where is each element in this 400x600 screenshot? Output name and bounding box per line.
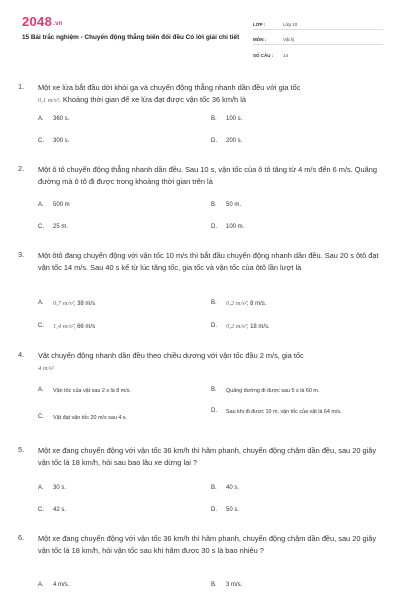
question-4 [18, 350, 384, 430]
question-text: Một xe lửa bắt đầu dời khỏi ga và chuyển động thẳng nhanh dần đều với gia tốc 0,1 m/s². Khoảng thời gian để xe lửa đạt được vận tốc 36 km/h là [38, 83, 301, 104]
option-b[interactable]: B. 40 s. [211, 485, 240, 491]
option-b[interactable]: B. 0,2 m/s²; 8 m/s. [211, 300, 267, 307]
option-a[interactable]: A. 360 s. [38, 116, 70, 122]
option-a[interactable]: A. 0,7 m/s²; 38 m/s [38, 300, 96, 307]
question-number: 2. [18, 164, 25, 173]
option-c[interactable]: C. 1,4 m/s²; 66 m/s [38, 323, 96, 330]
question-text: Vật chuyển động nhanh dần đều theo chiều dương với vận tốc đầu 2 m/s, gia tốc 4 m/s² [38, 351, 304, 372]
question-text: Một ô tô chuyển động thẳng nhanh dần đều. Sau 10 s, vận tốc của ô tô tăng từ 4 m/s đến 6 m/s. Quãng đường mà ô tô đi được trong khoảng thời gian trên là [38, 165, 377, 186]
meta-question-count: SỐ CÂU : 14 [253, 53, 289, 58]
option-c[interactable]: C. Vật đạt vận tốc 20 m/s sau 4 s. [38, 414, 128, 421]
option-d[interactable]: D. 50 s. [211, 507, 240, 513]
option-b[interactable]: B. 50 m. [211, 202, 242, 208]
question-6 [18, 533, 384, 597]
option-c[interactable]: C. 42 s. [38, 507, 67, 513]
question-number: 6. [18, 533, 25, 542]
option-d[interactable]: D. 200 s. [211, 138, 243, 144]
option-d[interactable]: D. 100 m. [211, 224, 245, 230]
question-text: Một ôtô đang chuyển động với vận tốc 10 m/s thì bắt đầu chuyển động nhanh dần đều. Sau 20 s ôtô đạt vận tốc 14 m/s. Sau 40 s kể từ lúc tăng tốc, gia tốc và vận tốc của ôtô lần lượt là [38, 251, 379, 272]
math-formula: 4 m/s² [38, 364, 54, 372]
option-a[interactable]: A. 4 m/s. [38, 582, 70, 588]
site-logo[interactable]: 2048.vn [22, 14, 63, 29]
question-1 [18, 82, 384, 152]
document-title: 15 Bài trắc nghiệm - Chuyển động thẳng biến đổi đều Có lời giải chi tiết [22, 34, 240, 41]
option-b[interactable]: B. Quãng đường đi được sau 5 s là 60 m. [211, 387, 320, 394]
question-5 [18, 445, 384, 517]
option-c[interactable]: C. 25 m. [38, 224, 69, 230]
question-number: 1. [18, 82, 25, 91]
question-2 [18, 164, 384, 234]
option-d[interactable]: D. Sau khi đi được 10 m, vận tốc của vật là 64 m/s. [211, 408, 342, 415]
option-a[interactable]: A. 500 m [38, 202, 70, 208]
option-b[interactable]: B. 3 m/s. [211, 582, 243, 588]
question-text: Một xe đang chuyển động với vận tốc 36 km/h thì hãm phanh, chuyển động chậm dần đều, sau 20 giây vận tốc là 18 km/h, hỏi sau bao lâu xe dừng lại ? [38, 446, 377, 467]
question-number: 5. [18, 445, 25, 454]
math-formula: 0,1 m/s² [38, 96, 59, 104]
meta-subject: MÔN : Vật lý [253, 31, 383, 45]
meta-class: LỚP : Lớp 10 [253, 16, 383, 30]
option-c[interactable]: C. 300 s. [38, 138, 70, 144]
question-text: Một xe đang chuyển động với vận tốc 36 km/h thì hãm phanh, chuyển động chậm dần đều, sau 20 giây vận tốc là 18 km/h, hỏi vận tốc sau khi hãm được 30 s là bao nhiêu ? [38, 534, 377, 555]
option-a[interactable]: A. 30 s. [38, 485, 67, 491]
question-number: 4. [18, 350, 25, 359]
question-3 [18, 250, 384, 336]
page-header [0, 0, 400, 62]
option-a[interactable]: A. Vận tốc của vật sau 2 s là 8 m/s. [38, 387, 131, 394]
option-b[interactable]: B. 100 s. [211, 116, 243, 122]
question-number: 3. [18, 250, 25, 259]
option-d[interactable]: D. 0,2 m/s²; 18 m/s. [211, 323, 270, 330]
document-meta [253, 16, 383, 61]
